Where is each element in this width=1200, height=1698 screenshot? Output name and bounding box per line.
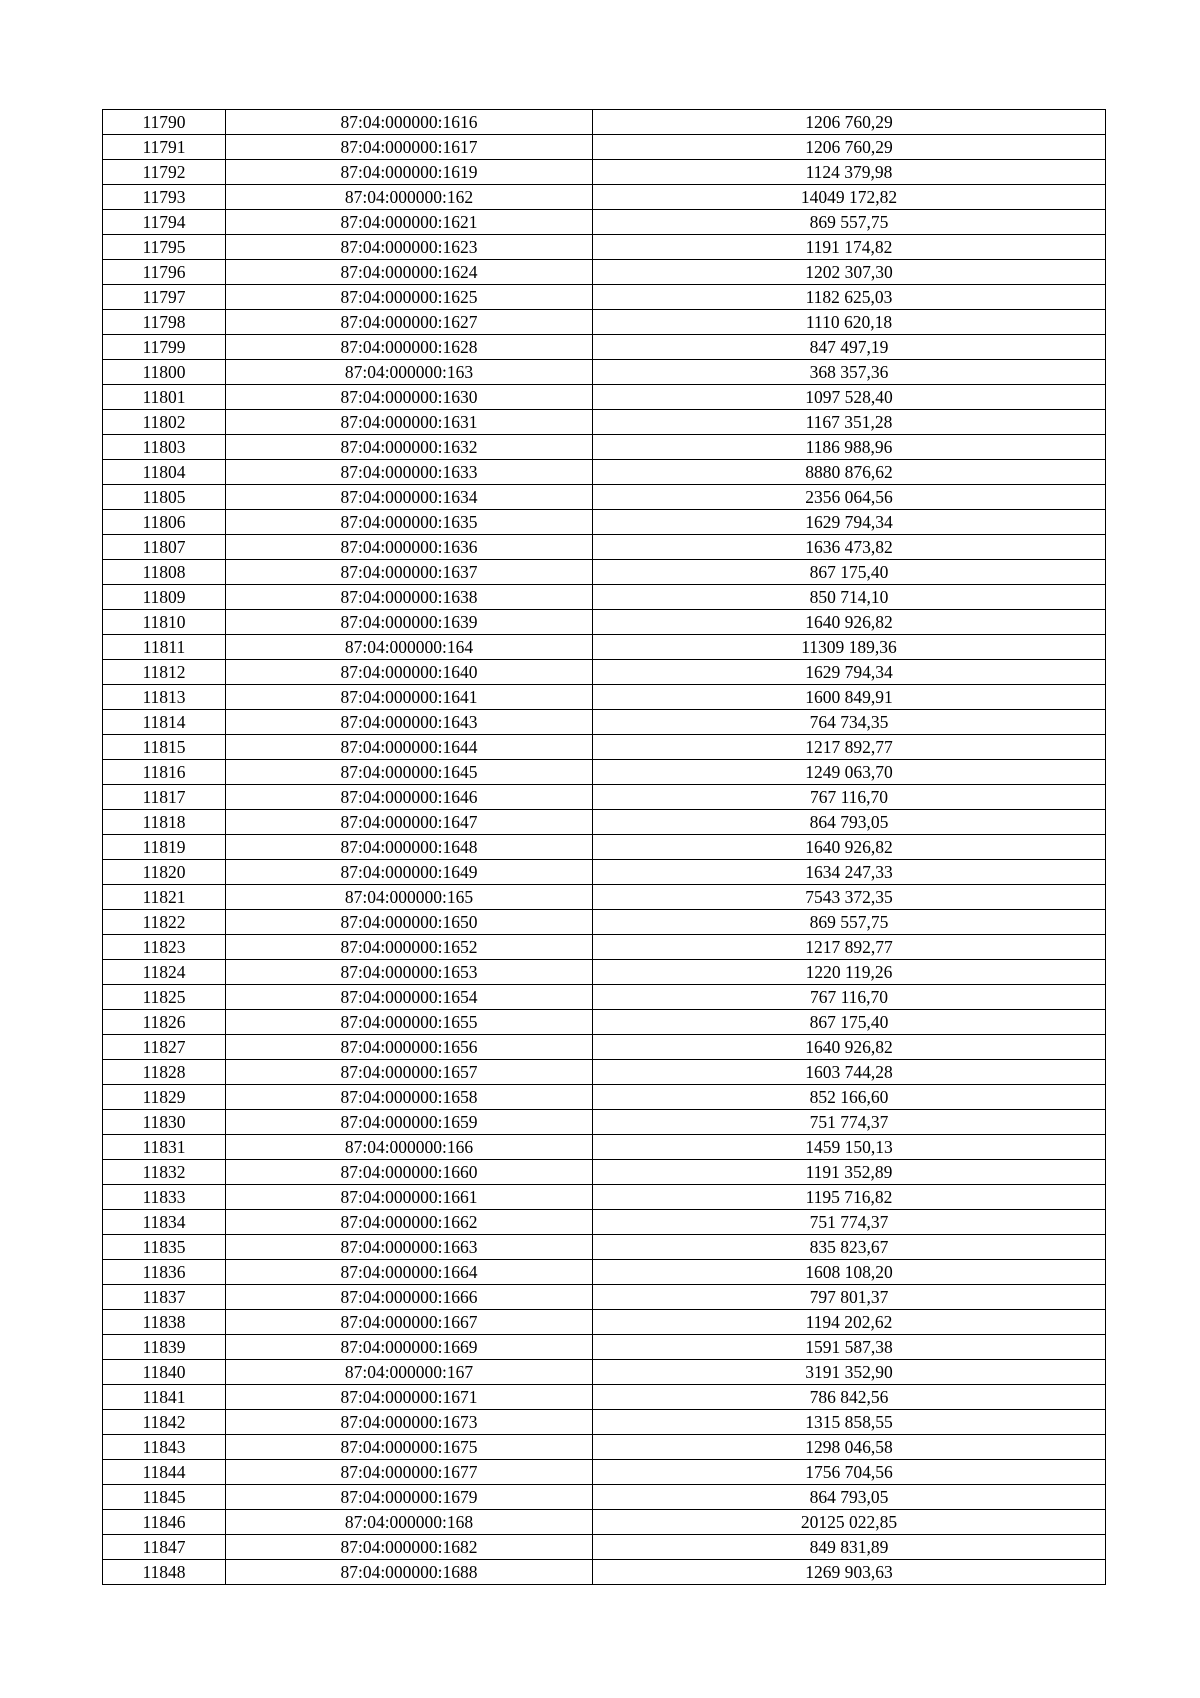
table-row — [103, 1510, 1106, 1535]
table-body — [103, 110, 1106, 1585]
row-number-cell: 11797 — [103, 285, 226, 310]
cadastral-value-cell: 849 831,89 — [593, 1535, 1106, 1560]
cadastral-value-table — [102, 109, 1106, 1585]
cadastral-number-cell: 87:04:000000:1643 — [226, 710, 593, 735]
cadastral-number-cell: 87:04:000000:1655 — [226, 1010, 593, 1035]
cadastral-number-cell: 87:04:000000:1660 — [226, 1160, 593, 1185]
row-number-cell: 11802 — [103, 410, 226, 435]
row-number-cell: 11826 — [103, 1010, 226, 1035]
cadastral-number-cell: 87:04:000000:1653 — [226, 960, 593, 985]
cadastral-number-cell: 87:04:000000:1625 — [226, 285, 593, 310]
row-number-cell: 11835 — [103, 1235, 226, 1260]
row-number-cell: 11844 — [103, 1460, 226, 1485]
cadastral-value-cell: 1459 150,13 — [593, 1135, 1106, 1160]
cadastral-number-cell: 87:04:000000:1659 — [226, 1110, 593, 1135]
row-number-cell: 11843 — [103, 1435, 226, 1460]
row-number-cell: 11816 — [103, 760, 226, 785]
cadastral-number-cell: 87:04:000000:1617 — [226, 135, 593, 160]
cadastral-number-cell: 87:04:000000:1679 — [226, 1485, 593, 1510]
row-number-cell: 11829 — [103, 1085, 226, 1110]
table-row — [103, 835, 1106, 860]
cadastral-number-cell: 87:04:000000:1657 — [226, 1060, 593, 1085]
cadastral-value-cell: 1756 704,56 — [593, 1460, 1106, 1485]
cadastral-number-cell: 87:04:000000:1675 — [226, 1435, 593, 1460]
table-row — [103, 1360, 1106, 1385]
cadastral-number-cell: 87:04:000000:1646 — [226, 785, 593, 810]
row-number-cell: 11796 — [103, 260, 226, 285]
cadastral-number-cell: 87:04:000000:1667 — [226, 1310, 593, 1335]
table-row — [103, 135, 1106, 160]
row-number-cell: 11811 — [103, 635, 226, 660]
table-row — [103, 160, 1106, 185]
row-number-cell: 11804 — [103, 460, 226, 485]
cadastral-value-cell: 1186 988,96 — [593, 435, 1106, 460]
cadastral-value-cell: 864 793,05 — [593, 810, 1106, 835]
cadastral-number-cell: 87:04:000000:1662 — [226, 1210, 593, 1235]
cadastral-value-cell: 869 557,75 — [593, 910, 1106, 935]
row-number-cell: 11800 — [103, 360, 226, 385]
cadastral-value-cell: 1640 926,82 — [593, 835, 1106, 860]
cadastral-number-cell: 87:04:000000:1658 — [226, 1085, 593, 1110]
cadastral-value-cell: 1194 202,62 — [593, 1310, 1106, 1335]
table-row — [103, 385, 1106, 410]
table-row — [103, 360, 1106, 385]
cadastral-number-cell: 87:04:000000:1630 — [226, 385, 593, 410]
cadastral-value-cell: 1110 620,18 — [593, 310, 1106, 335]
table-row — [103, 1285, 1106, 1310]
cadastral-value-cell: 1315 858,55 — [593, 1410, 1106, 1435]
row-number-cell: 11791 — [103, 135, 226, 160]
cadastral-number-cell: 87:04:000000:1650 — [226, 910, 593, 935]
table-row — [103, 1160, 1106, 1185]
table-row — [103, 1185, 1106, 1210]
cadastral-number-cell: 87:04:000000:1654 — [226, 985, 593, 1010]
row-number-cell: 11836 — [103, 1260, 226, 1285]
table-row — [103, 260, 1106, 285]
table-row — [103, 110, 1106, 135]
row-number-cell: 11838 — [103, 1310, 226, 1335]
cadastral-number-cell: 87:04:000000:1637 — [226, 560, 593, 585]
row-number-cell: 11799 — [103, 335, 226, 360]
cadastral-value-cell: 1591 587,38 — [593, 1335, 1106, 1360]
cadastral-value-cell: 1640 926,82 — [593, 610, 1106, 635]
row-number-cell: 11805 — [103, 485, 226, 510]
cadastral-value-cell: 1220 119,26 — [593, 960, 1106, 985]
cadastral-number-cell: 87:04:000000:1624 — [226, 260, 593, 285]
row-number-cell: 11794 — [103, 210, 226, 235]
row-number-cell: 11831 — [103, 1135, 226, 1160]
table-row — [103, 885, 1106, 910]
cadastral-value-cell: 1603 744,28 — [593, 1060, 1106, 1085]
cadastral-number-cell: 87:04:000000:1635 — [226, 510, 593, 535]
cadastral-value-cell: 786 842,56 — [593, 1385, 1106, 1410]
cadastral-number-cell: 87:04:000000:1664 — [226, 1260, 593, 1285]
table-row — [103, 435, 1106, 460]
cadastral-number-cell: 87:04:000000:163 — [226, 360, 593, 385]
row-number-cell: 11842 — [103, 1410, 226, 1435]
row-number-cell: 11801 — [103, 385, 226, 410]
cadastral-number-cell: 87:04:000000:1631 — [226, 410, 593, 435]
cadastral-number-cell: 87:04:000000:1645 — [226, 760, 593, 785]
cadastral-value-cell: 864 793,05 — [593, 1485, 1106, 1510]
cadastral-number-cell: 87:04:000000:1647 — [226, 810, 593, 835]
table-row — [103, 485, 1106, 510]
cadastral-number-cell: 87:04:000000:1616 — [226, 110, 593, 135]
cadastral-number-cell: 87:04:000000:1634 — [226, 485, 593, 510]
row-number-cell: 11812 — [103, 660, 226, 685]
cadastral-number-cell: 87:04:000000:1621 — [226, 210, 593, 235]
row-number-cell: 11818 — [103, 810, 226, 835]
row-number-cell: 11847 — [103, 1535, 226, 1560]
row-number-cell: 11830 — [103, 1110, 226, 1135]
table-row — [103, 1085, 1106, 1110]
cadastral-value-cell: 751 774,37 — [593, 1210, 1106, 1235]
row-number-cell: 11820 — [103, 860, 226, 885]
table-row — [103, 910, 1106, 935]
table-row — [103, 660, 1106, 685]
cadastral-value-cell: 1191 352,89 — [593, 1160, 1106, 1185]
table-row — [103, 1235, 1106, 1260]
cadastral-value-cell: 767 116,70 — [593, 985, 1106, 1010]
row-number-cell: 11810 — [103, 610, 226, 635]
table-row — [103, 1435, 1106, 1460]
cadastral-value-cell: 850 714,10 — [593, 585, 1106, 610]
cadastral-number-cell: 87:04:000000:1648 — [226, 835, 593, 860]
table-row — [103, 1110, 1106, 1135]
cadastral-number-cell: 87:04:000000:164 — [226, 635, 593, 660]
cadastral-value-cell: 14049 172,82 — [593, 185, 1106, 210]
row-number-cell: 11808 — [103, 560, 226, 585]
row-number-cell: 11837 — [103, 1285, 226, 1310]
table-row — [103, 535, 1106, 560]
cadastral-value-cell: 869 557,75 — [593, 210, 1106, 235]
cadastral-value-cell: 1167 351,28 — [593, 410, 1106, 435]
row-number-cell: 11809 — [103, 585, 226, 610]
table-row — [103, 635, 1106, 660]
cadastral-value-cell: 1202 307,30 — [593, 260, 1106, 285]
cadastral-number-cell: 87:04:000000:1649 — [226, 860, 593, 885]
row-number-cell: 11841 — [103, 1385, 226, 1410]
cadastral-value-cell: 7543 372,35 — [593, 885, 1106, 910]
cadastral-value-cell: 767 116,70 — [593, 785, 1106, 810]
table-row — [103, 185, 1106, 210]
cadastral-value-cell: 1629 794,34 — [593, 660, 1106, 685]
row-number-cell: 11795 — [103, 235, 226, 260]
row-number-cell: 11828 — [103, 1060, 226, 1085]
table-row — [103, 985, 1106, 1010]
table-row — [103, 560, 1106, 585]
cadastral-value-cell: 764 734,35 — [593, 710, 1106, 735]
cadastral-number-cell: 87:04:000000:1639 — [226, 610, 593, 635]
cadastral-number-cell: 87:04:000000:1638 — [226, 585, 593, 610]
row-number-cell: 11822 — [103, 910, 226, 935]
cadastral-value-cell: 1195 716,82 — [593, 1185, 1106, 1210]
cadastral-value-cell: 1600 849,91 — [593, 685, 1106, 710]
row-number-cell: 11792 — [103, 160, 226, 185]
cadastral-value-cell: 3191 352,90 — [593, 1360, 1106, 1385]
row-number-cell: 11839 — [103, 1335, 226, 1360]
cadastral-value-cell: 1629 794,34 — [593, 510, 1106, 535]
cadastral-number-cell: 87:04:000000:1688 — [226, 1560, 593, 1585]
table-row — [103, 510, 1106, 535]
table-row — [103, 785, 1106, 810]
cadastral-value-cell: 1206 760,29 — [593, 135, 1106, 160]
cadastral-value-cell: 797 801,37 — [593, 1285, 1106, 1310]
table-row — [103, 1560, 1106, 1585]
row-number-cell: 11821 — [103, 885, 226, 910]
table-row — [103, 735, 1106, 760]
cadastral-number-cell: 87:04:000000:1619 — [226, 160, 593, 185]
table-row — [103, 335, 1106, 360]
table-row — [103, 1210, 1106, 1235]
cadastral-value-cell: 1608 108,20 — [593, 1260, 1106, 1285]
table-row — [103, 460, 1106, 485]
table-row — [103, 810, 1106, 835]
cadastral-value-cell: 835 823,67 — [593, 1235, 1106, 1260]
cadastral-number-cell: 87:04:000000:165 — [226, 885, 593, 910]
row-number-cell: 11814 — [103, 710, 226, 735]
cadastral-value-cell: 867 175,40 — [593, 560, 1106, 585]
cadastral-number-cell: 87:04:000000:167 — [226, 1360, 593, 1385]
cadastral-number-cell: 87:04:000000:1661 — [226, 1185, 593, 1210]
cadastral-number-cell: 87:04:000000:1627 — [226, 310, 593, 335]
cadastral-value-cell: 751 774,37 — [593, 1110, 1106, 1135]
table-row — [103, 410, 1106, 435]
cadastral-number-cell: 87:04:000000:1663 — [226, 1235, 593, 1260]
table-row — [103, 960, 1106, 985]
row-number-cell: 11824 — [103, 960, 226, 985]
cadastral-value-cell: 1249 063,70 — [593, 760, 1106, 785]
table-row — [103, 1260, 1106, 1285]
cadastral-value-cell: 1636 473,82 — [593, 535, 1106, 560]
cadastral-number-cell: 87:04:000000:1652 — [226, 935, 593, 960]
cadastral-value-cell: 11309 189,36 — [593, 635, 1106, 660]
table-row — [103, 235, 1106, 260]
cadastral-value-cell: 1206 760,29 — [593, 110, 1106, 135]
table-row — [103, 1410, 1106, 1435]
table-row — [103, 1385, 1106, 1410]
cadastral-value-cell: 20125 022,85 — [593, 1510, 1106, 1535]
table-row — [103, 610, 1106, 635]
table-row — [103, 1485, 1106, 1510]
cadastral-number-cell: 87:04:000000:162 — [226, 185, 593, 210]
row-number-cell: 11813 — [103, 685, 226, 710]
row-number-cell: 11833 — [103, 1185, 226, 1210]
cadastral-value-cell: 847 497,19 — [593, 335, 1106, 360]
cadastral-value-cell: 867 175,40 — [593, 1010, 1106, 1035]
table-row — [103, 285, 1106, 310]
cadastral-value-cell: 1191 174,82 — [593, 235, 1106, 260]
row-number-cell: 11823 — [103, 935, 226, 960]
cadastral-number-cell: 87:04:000000:1656 — [226, 1035, 593, 1060]
cadastral-number-cell: 87:04:000000:1636 — [226, 535, 593, 560]
table-row — [103, 210, 1106, 235]
cadastral-number-cell: 87:04:000000:1632 — [226, 435, 593, 460]
cadastral-value-cell: 2356 064,56 — [593, 485, 1106, 510]
cadastral-value-cell: 1298 046,58 — [593, 1435, 1106, 1460]
table-row — [103, 585, 1106, 610]
cadastral-number-cell: 87:04:000000:1641 — [226, 685, 593, 710]
cadastral-value-cell: 368 357,36 — [593, 360, 1106, 385]
cadastral-number-cell: 87:04:000000:1677 — [226, 1460, 593, 1485]
table-row — [103, 310, 1106, 335]
cadastral-number-cell: 87:04:000000:1682 — [226, 1535, 593, 1560]
row-number-cell: 11793 — [103, 185, 226, 210]
cadastral-value-cell: 1640 926,82 — [593, 1035, 1106, 1060]
cadastral-number-cell: 87:04:000000:1644 — [226, 735, 593, 760]
cadastral-value-cell: 8880 876,62 — [593, 460, 1106, 485]
row-number-cell: 11834 — [103, 1210, 226, 1235]
cadastral-value-cell: 852 166,60 — [593, 1085, 1106, 1110]
cadastral-value-cell: 1097 528,40 — [593, 385, 1106, 410]
cadastral-number-cell: 87:04:000000:168 — [226, 1510, 593, 1535]
cadastral-number-cell: 87:04:000000:1628 — [226, 335, 593, 360]
table-row — [103, 1010, 1106, 1035]
row-number-cell: 11819 — [103, 835, 226, 860]
cadastral-number-cell: 87:04:000000:1673 — [226, 1410, 593, 1435]
table-row — [103, 685, 1106, 710]
table-row — [103, 1335, 1106, 1360]
cadastral-value-cell: 1217 892,77 — [593, 735, 1106, 760]
table-row — [103, 710, 1106, 735]
row-number-cell: 11832 — [103, 1160, 226, 1185]
row-number-cell: 11817 — [103, 785, 226, 810]
row-number-cell: 11846 — [103, 1510, 226, 1535]
row-number-cell: 11827 — [103, 1035, 226, 1060]
table-row — [103, 860, 1106, 885]
cadastral-number-cell: 87:04:000000:1669 — [226, 1335, 593, 1360]
row-number-cell: 11815 — [103, 735, 226, 760]
table-row — [103, 935, 1106, 960]
row-number-cell: 11790 — [103, 110, 226, 135]
row-number-cell: 11807 — [103, 535, 226, 560]
cadastral-number-cell: 87:04:000000:1640 — [226, 660, 593, 685]
cadastral-value-cell: 1182 625,03 — [593, 285, 1106, 310]
cadastral-value-cell: 1124 379,98 — [593, 160, 1106, 185]
cadastral-number-cell: 87:04:000000:1666 — [226, 1285, 593, 1310]
cadastral-value-cell: 1217 892,77 — [593, 935, 1106, 960]
table-row — [103, 1460, 1106, 1485]
row-number-cell: 11798 — [103, 310, 226, 335]
table-row — [103, 1310, 1106, 1335]
cadastral-value-cell: 1269 903,63 — [593, 1560, 1106, 1585]
row-number-cell: 11848 — [103, 1560, 226, 1585]
cadastral-value-cell: 1634 247,33 — [593, 860, 1106, 885]
row-number-cell: 11825 — [103, 985, 226, 1010]
table-row — [103, 1135, 1106, 1160]
cadastral-number-cell: 87:04:000000:1633 — [226, 460, 593, 485]
row-number-cell: 11806 — [103, 510, 226, 535]
table-row — [103, 1035, 1106, 1060]
row-number-cell: 11803 — [103, 435, 226, 460]
cadastral-number-cell: 87:04:000000:1671 — [226, 1385, 593, 1410]
cadastral-number-cell: 87:04:000000:166 — [226, 1135, 593, 1160]
row-number-cell: 11845 — [103, 1485, 226, 1510]
table-row — [103, 1060, 1106, 1085]
table-row — [103, 760, 1106, 785]
table-row — [103, 1535, 1106, 1560]
cadastral-number-cell: 87:04:000000:1623 — [226, 235, 593, 260]
row-number-cell: 11840 — [103, 1360, 226, 1385]
